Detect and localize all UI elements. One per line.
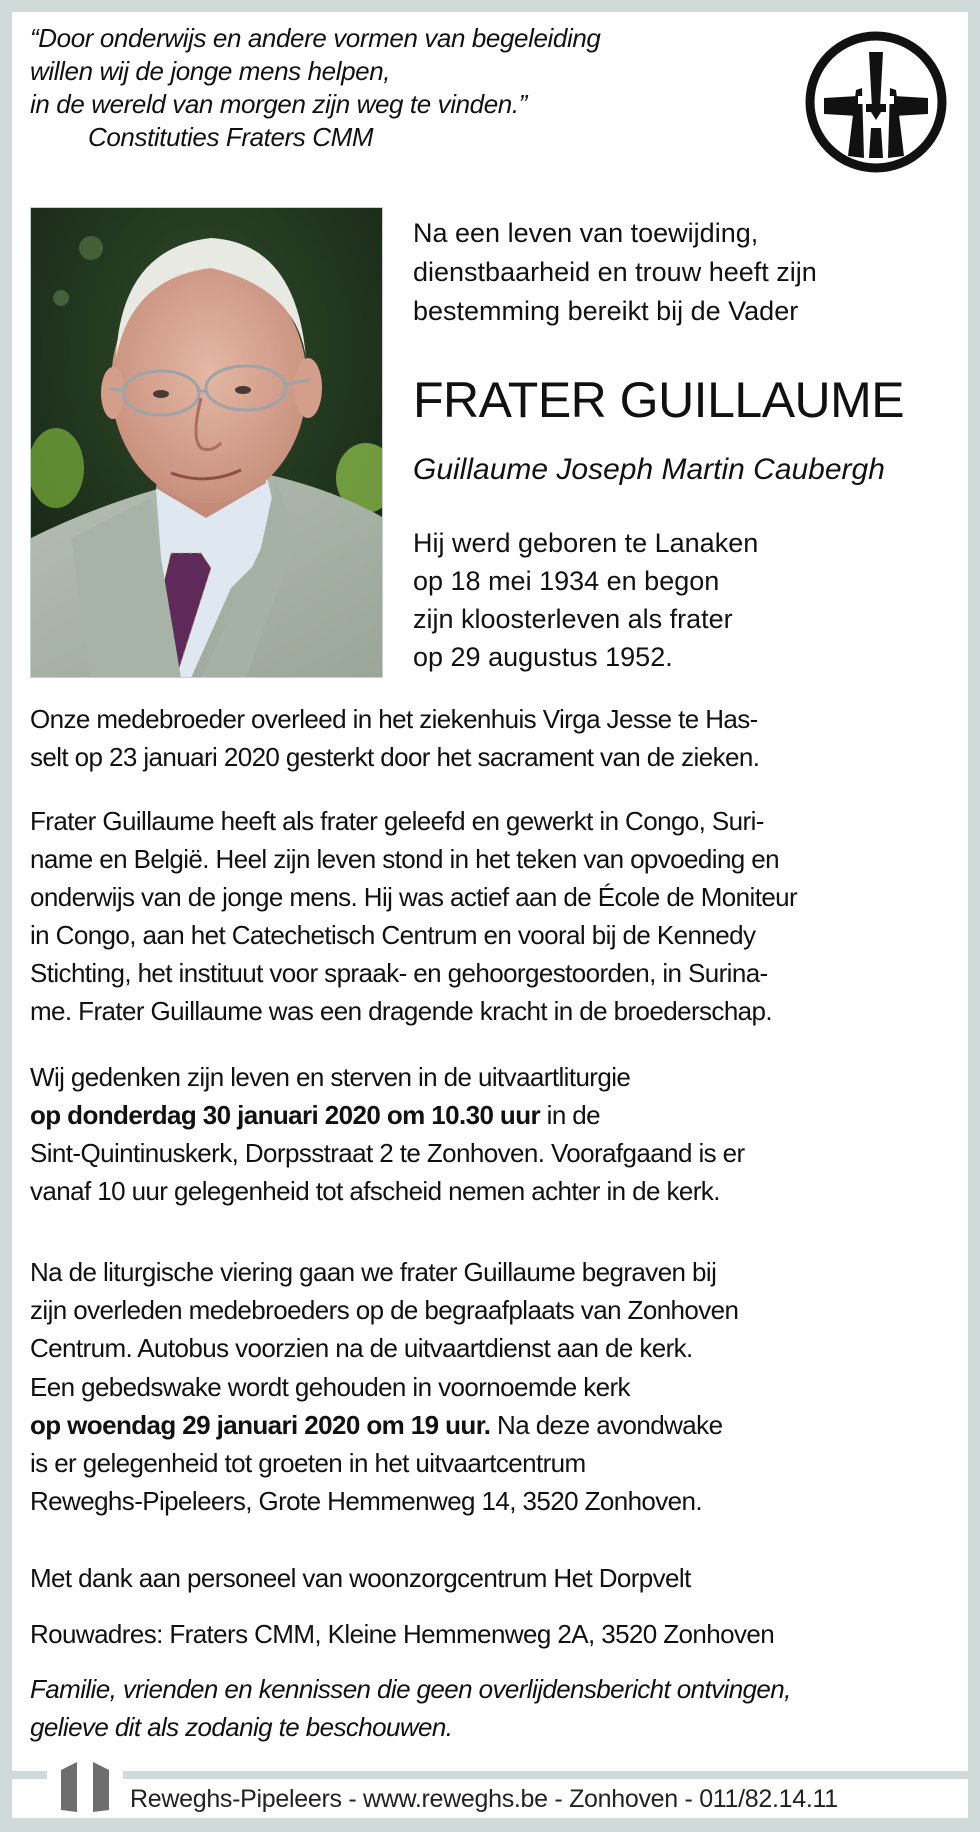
vigil-datetime: op woendag 29 januari 2020 om 19 uur. <box>30 1410 491 1440</box>
opening-quote <box>30 22 601 154</box>
text-line: Na de liturgische viering gaan we frater Guillaume begraven bij <box>30 1257 717 1287</box>
burial-paragraph <box>30 1253 950 1367</box>
vigil-paragraph <box>30 1368 950 1520</box>
quote-source: Constituties Fraters CMM <box>88 122 374 152</box>
funeral-datetime: op donderdag 30 januari 2020 om 10.30 uur <box>30 1100 541 1130</box>
intro-text <box>413 214 817 331</box>
text-line: selt op 23 januari 2020 gesterkt door het sacrament van de zieken. <box>30 742 760 772</box>
text-line: Rouwadres: Fraters CMM, Kleine Hemmenweg 2A, 3520 Zonhoven <box>30 1619 775 1649</box>
deceased-name: FRATER GUILLAUME <box>413 372 905 428</box>
text-line: zijn overleden medebroeders op de begraafplaats van Zonhoven <box>30 1295 739 1325</box>
intro-line: dienstbaarheid en trouw heeft zijn <box>413 257 817 287</box>
text-line: Onze medebroeder overleed in het ziekenhuis Virga Jesse te Has- <box>30 704 758 734</box>
text-line: Wij gedenken zijn leven en sterven in de uitvaartliturgie <box>30 1062 631 1092</box>
footer-bar <box>12 1779 968 1818</box>
text-line: is er gelegenheid tot groeten in het uitvaartcentrum <box>30 1448 586 1478</box>
text-line: Centrum. Autobus voorzien na de uitvaartdienst aan de kerk. <box>30 1333 693 1363</box>
text-line: name en België. Heel zijn leven stond in het teken van opvoeding en <box>30 844 780 874</box>
intro-line: Na een leven van toewijding, <box>413 218 759 248</box>
footer-contact: Reweghs-Pipeleers - www.reweghs.be - Zonhoven - 011/82.14.11 <box>130 1785 838 1813</box>
cmm-emblem-icon <box>804 30 948 174</box>
quote-line: in de wereld van morgen zijn weg te vinden.” <box>30 89 527 119</box>
quote-line: “Door onderwijs en andere vormen van begeleiding <box>30 23 601 53</box>
text-line: Frater Guillaume heeft als frater geleefd en gewerkt in Congo, Suri- <box>30 806 764 836</box>
birth-details <box>413 524 758 676</box>
life-paragraph <box>30 802 950 1030</box>
mourning-address <box>30 1615 950 1653</box>
text-line: Met dank aan personeel van woonzorgcentrum Het Dorpvelt <box>30 1563 691 1593</box>
text-line: Reweghs-Pipeleers, Grote Hemmenweg 14, 3520 Zonhoven. <box>30 1486 703 1516</box>
deceased-full-name: Guillaume Joseph Martin Caubergh <box>413 453 885 486</box>
text-line: onderwijs van de jonge mens. Hij was actief aan de École de Moniteur <box>30 882 798 912</box>
text-line: Familie, vrienden en kennissen die geen overlijdensbericht ontvingen, <box>30 1674 791 1704</box>
text-fragment: in de <box>540 1100 601 1130</box>
text-line <box>30 1406 950 1444</box>
funeral-home-doors-icon <box>47 1762 123 1816</box>
thanks-paragraph <box>30 1559 950 1597</box>
birth-line: zijn kloosterleven als frater <box>413 604 733 634</box>
text-line: gelieve dit als zodanig te beschouwen. <box>30 1712 453 1742</box>
intro-line: bestemming bereikt bij de Vader <box>413 296 799 326</box>
text-line <box>30 1096 950 1134</box>
notice-paragraph <box>30 1670 950 1746</box>
birth-line: Hij werd geboren te Lanaken <box>413 528 759 558</box>
text-line: in Congo, aan het Catechetisch Centrum en vooral bij de Kennedy <box>30 920 756 950</box>
text-fragment: Na deze avondwake <box>490 1410 723 1440</box>
text-line: me. Frater Guillaume was een dragende kracht in de broederschap. <box>30 996 773 1026</box>
birth-line: op 18 mei 1934 en begon <box>413 566 720 596</box>
text-line: Een gebedswake wordt gehouden in voornoemde kerk <box>30 1372 630 1402</box>
birth-line: op 29 augustus 1952. <box>413 642 673 672</box>
funeral-paragraph <box>30 1058 950 1210</box>
text-line: vanaf 10 uur gelegenheid tot afscheid nemen achter in de kerk. <box>30 1176 720 1206</box>
death-paragraph <box>30 700 950 776</box>
quote-line: willen wij de jonge mens helpen, <box>30 56 391 86</box>
portrait-photo <box>30 207 383 678</box>
text-line: Stichting, het instituut voor spraak- en gehoorgestoorden, in Surina- <box>30 958 768 988</box>
text-line: Sint-Quintinuskerk, Dorpsstraat 2 te Zonhoven. Voorafgaand is er <box>30 1138 745 1168</box>
